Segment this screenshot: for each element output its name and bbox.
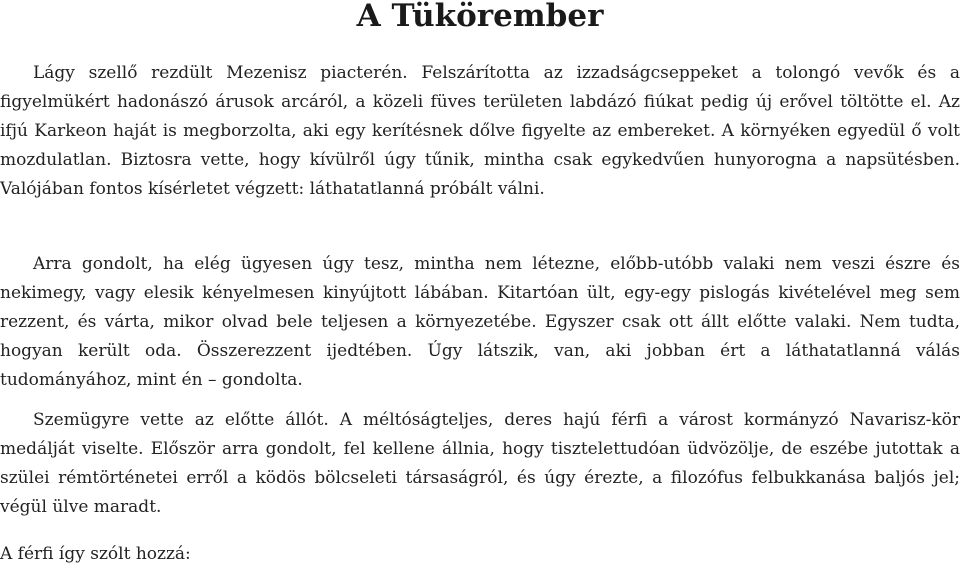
paragraph-3: Szemügyre vette az előtte állót. A méltóságteljes, deres hajú férfi a várost kormányzó Navarisz-kör medálját viselte. Először arra gondolt, fel kellene állnia, hogy tisztelettudóan üdvözölje, de eszébe jutottak a szülei rémtörténetei erről a ködös bölcseleti társaságról, és úgy érezte, a filozófus felbukkanása baljós jel; végül ülve maradt.: [0, 410, 960, 517]
document-title: A Tükörember: [356, 0, 604, 34]
paragraph-1: Lágy szellő rezdült Mezenisz piacterén. Felszárította az izzadságcseppeket a tolongó vevők és a figyelmükért hadonászó árusok arcáról, a közeli füves területen labdázó fiúkat pedig új erővel töltötte el. Az ifjú Karkeon haját is megborzolta, aki egy kerítésnek dőlve figyelte az embereket. A környéken egyedül ő volt mozdulatlan. Biztosra vette, hogy kívülről úgy tűnik, mintha csak egykedvűen hunyorogna a napsütésben. Valójában fontos kísérletet végzett: láthatatlanná próbált válni.: [0, 63, 960, 199]
paragraph-2: Arra gondolt, ha elég ügyesen úgy tesz, mintha nem létezne, előbb-utóbb valaki nem veszi észre és nekimegy, vagy elesik kényelmesen kinyújtott lábában. Kitartóan ült, egy-egy pislogás kivételével meg sem rezzent, és várta, mikor olvad bele teljesen a környezetébe. Egyszer csak ott állt előtte valaki. Nem tudta, hogyan került oda. Összerezzent ijedtében. Úgy látszik, van, aki jobban ért a láthatatlanná válás tudományához, mint én – gondolta.: [0, 254, 960, 390]
paragraph-4: A férfi így szólt hozzá:: [0, 544, 191, 564]
